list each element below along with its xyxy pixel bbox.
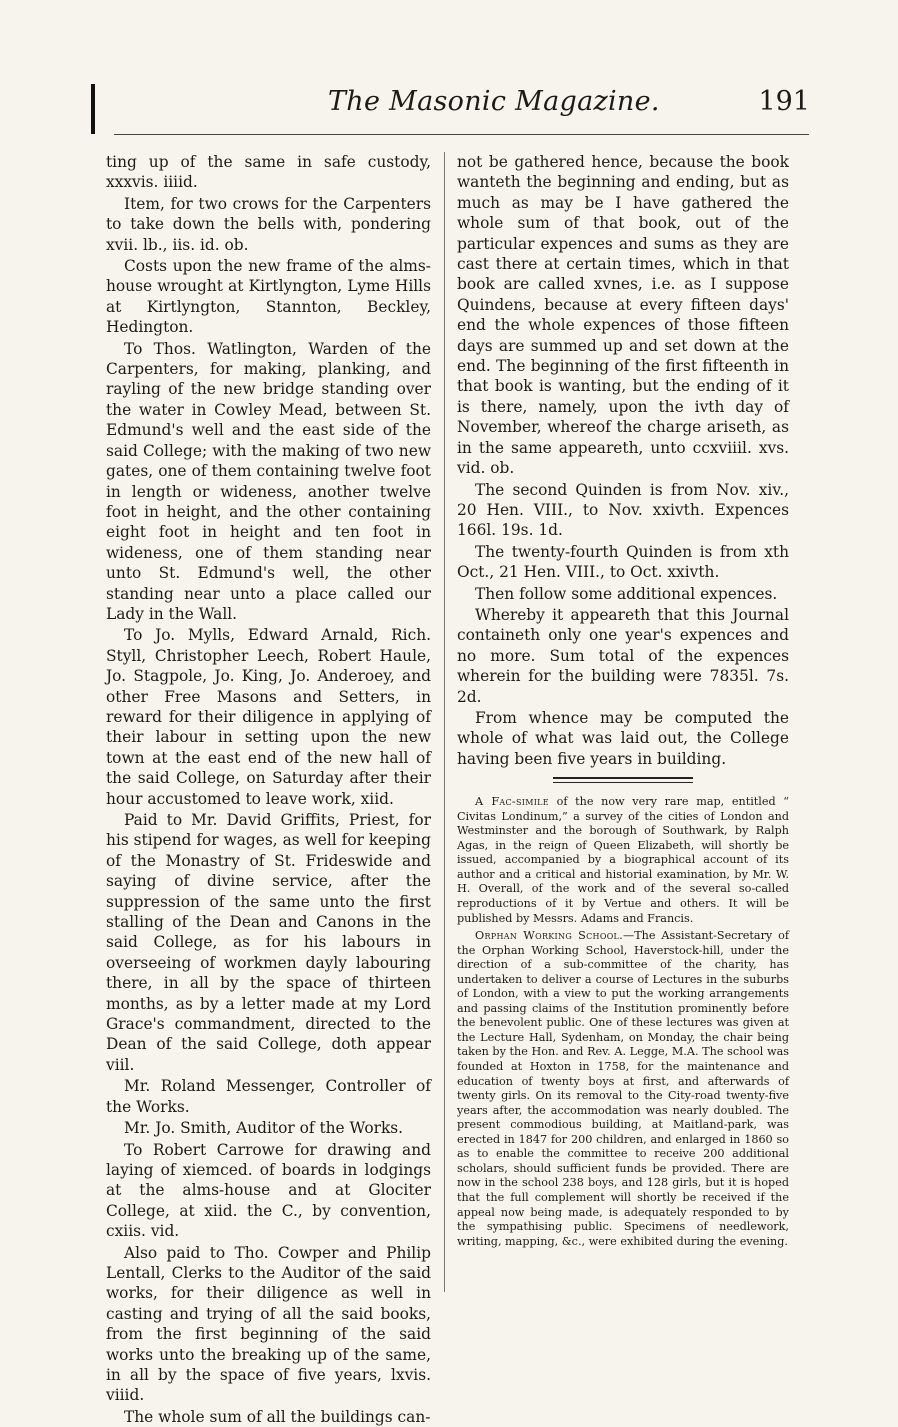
paragraph: Mr. Roland Messenger, Controller of the Works. bbox=[106, 1077, 431, 1116]
note-orphan-school bbox=[457, 929, 789, 1249]
left-column bbox=[106, 152, 431, 1427]
column-divider bbox=[444, 152, 445, 1292]
header-rule bbox=[114, 134, 809, 135]
paragraph: Then follow some additional expences. bbox=[475, 584, 778, 603]
paragraph: To Thos. Watlington, Warden of the Carpenters, for making, planking, and rayling of the new bridge standing over the water in Cowley Mead, between St. Edmund's well and the east side of the said College; with the making of two new gates, one of them containing twelve foot in length or wideness, another twelve foot in height, and the other containing eight foot in height and ten foot in wideness, one of them standing near unto St. Edmund's well, the other standing near unto a place called our Lady in the Wall. bbox=[106, 339, 431, 623]
paragraph: Item, for two crows for the Carpenters to take down the bells with, pondering xvii. lb., iis. id. ob. bbox=[106, 194, 431, 254]
notes-section bbox=[457, 795, 789, 1249]
paragraph: To Robert Carrowe for drawing and laying of xiemced. of boards in lodgings at the alms-house and at Glociter College, at xiid. the C., by convention, cxiis. vid. bbox=[106, 1140, 431, 1241]
paragraph: ting up of the same in safe custody, xxxvis. iiiid. bbox=[106, 153, 431, 192]
margin-rule bbox=[91, 84, 95, 134]
note-body: —The Assistant-Secretary of the Orphan Working School, Haverstock-hill, under the direction of a sub-committee of the charity, has undertaken to deliver a course of Lectures in the suburbs of London, with a view to put the working arrangements and passing claims of the Institution prominently before the benevolent public. One of these lectures was given at the Lecture Hall, Sydenham, on Monday, the chair being taken by the Hon. and Rev. A. Legge, M.A. The school was founded at Hoxton in 1758, for the maintenance and education of twenty boys at first, and afterwards of twenty girls. On its removal to the City-road twenty-five years after, the accommodation was nearly doubled. The present commodious building, at Maitland-park, was erected in 1847 for 200 children, and enlarged in 1860 so as to enable the committee to receive 200 additional scholars, should sufficient funds be provided. There are now in the school 238 boys, and 128 girls, but it is hoped that the full complement will shortly be received if the appeal now being made, is adequately responded to by the sympathising public. Specimens of needlework, writing, mapping, &c., were exhibited during the evening. bbox=[457, 929, 789, 1248]
note-facsimile bbox=[457, 795, 789, 926]
paragraph: Costs upon the new frame of the alms-house wrought at Kirtlyngton, Lyme Hills at Kirtlyngton, Stannton, Beckley, Hedington. bbox=[106, 257, 431, 337]
page-number: 191 bbox=[758, 86, 810, 117]
paragraph: The whole sum of all the buildings can- bbox=[124, 1407, 431, 1426]
running-title: The Masonic Magazine. bbox=[328, 86, 660, 117]
paragraph: Whereby it appeareth that this Journal containeth only one year's expences and no more. Sum total of the expences wherein for the building were 7835l. 7s. 2d. bbox=[457, 605, 789, 706]
page-header bbox=[100, 86, 810, 126]
section-separator bbox=[553, 777, 693, 783]
right-column bbox=[457, 152, 789, 1249]
paragraph: To Jo. Mylls, Edward Arnald, Rich. Styll, Christopher Leech, Robert Haule, Jo. Stagpole, Jo. King, Jo. Anderoey, and other Free Masons and Setters, in reward for their diligence in applying of their labour in setting upon the new town at the east end of the new hall of the said College, on Saturday after their hour accustomed to leave work, xiid. bbox=[106, 626, 431, 808]
paragraph: From whence may be computed the whole of what was laid out, the College having been five years in building. bbox=[457, 708, 789, 768]
paragraph: The twenty-fourth Quinden is from xth Oct., 21 Hen. VIII., to Oct. xxivth. bbox=[457, 542, 789, 582]
paragraph: Mr. Jo. Smith, Auditor of the Works. bbox=[124, 1119, 404, 1138]
note-body: of the now very rare map, entitled “ Civitas Londinum,” a survey of the cities of London and Westminster and the borough of Southwark, by Ralph Agas, in the reign of Queen Elizabeth, will shortly be issued, accompanied by a biographical account of its author and a critical and historial examination, by Mr. W. H. Overall, of the work and of the several so-called reproductions of it by Vertue and others. It will be published by Messrs. Adams and Francis. bbox=[457, 795, 790, 925]
paragraph: Also paid to Tho. Cowper and Philip Lentall, Clerks to the Auditor of the said works, for their diligence as well in casting and trying of all the said books, from the first beginning of the said works unto the breaking up of the same, in all by the space of five years, lxvis. viiid. bbox=[106, 1243, 431, 1405]
paragraph: The second Quinden is from Nov. xiv., 20 Hen. VIII., to Nov. xxivth. Expences 166l. 19s. 1d. bbox=[457, 480, 789, 540]
note-lead: Orphan Working School. bbox=[475, 929, 624, 943]
paragraph: not be gathered hence, because the book wanteth the beginning and ending, but as much as may be I have gathered the whole sum of that book, out of the particular expences and sums as they are cast there at certain times, which in that book are called xvnes, i.e. as I suppose Quindens, because at every fifteen days' end the whole expences of those fifteen days are summed up and set down at the end. The beginning of the first fifteenth in that book is wanting, but the ending of it is there, namely, upon the ivth day of November, whereof the charge ariseth, as in the same appeareth, unto ccxviiil. xvs. vid. ob. bbox=[457, 153, 789, 478]
note-lead: A Fac-simile bbox=[475, 795, 549, 809]
paragraph: Paid to Mr. David Griffits, Priest, for his stipend for wages, as well for keeping of the Monastry of St. Frideswide and saying of divine service, after the suppression of the same unto the first stalling of the Dean and Canons in the said College, as for his labours in overseeing of workmen dayly labouring there, in all by the space of thirteen months, as by a letter made at my Lord Grace's commandment, directed to the Dean of the said College, doth appear viil. bbox=[106, 811, 431, 1074]
